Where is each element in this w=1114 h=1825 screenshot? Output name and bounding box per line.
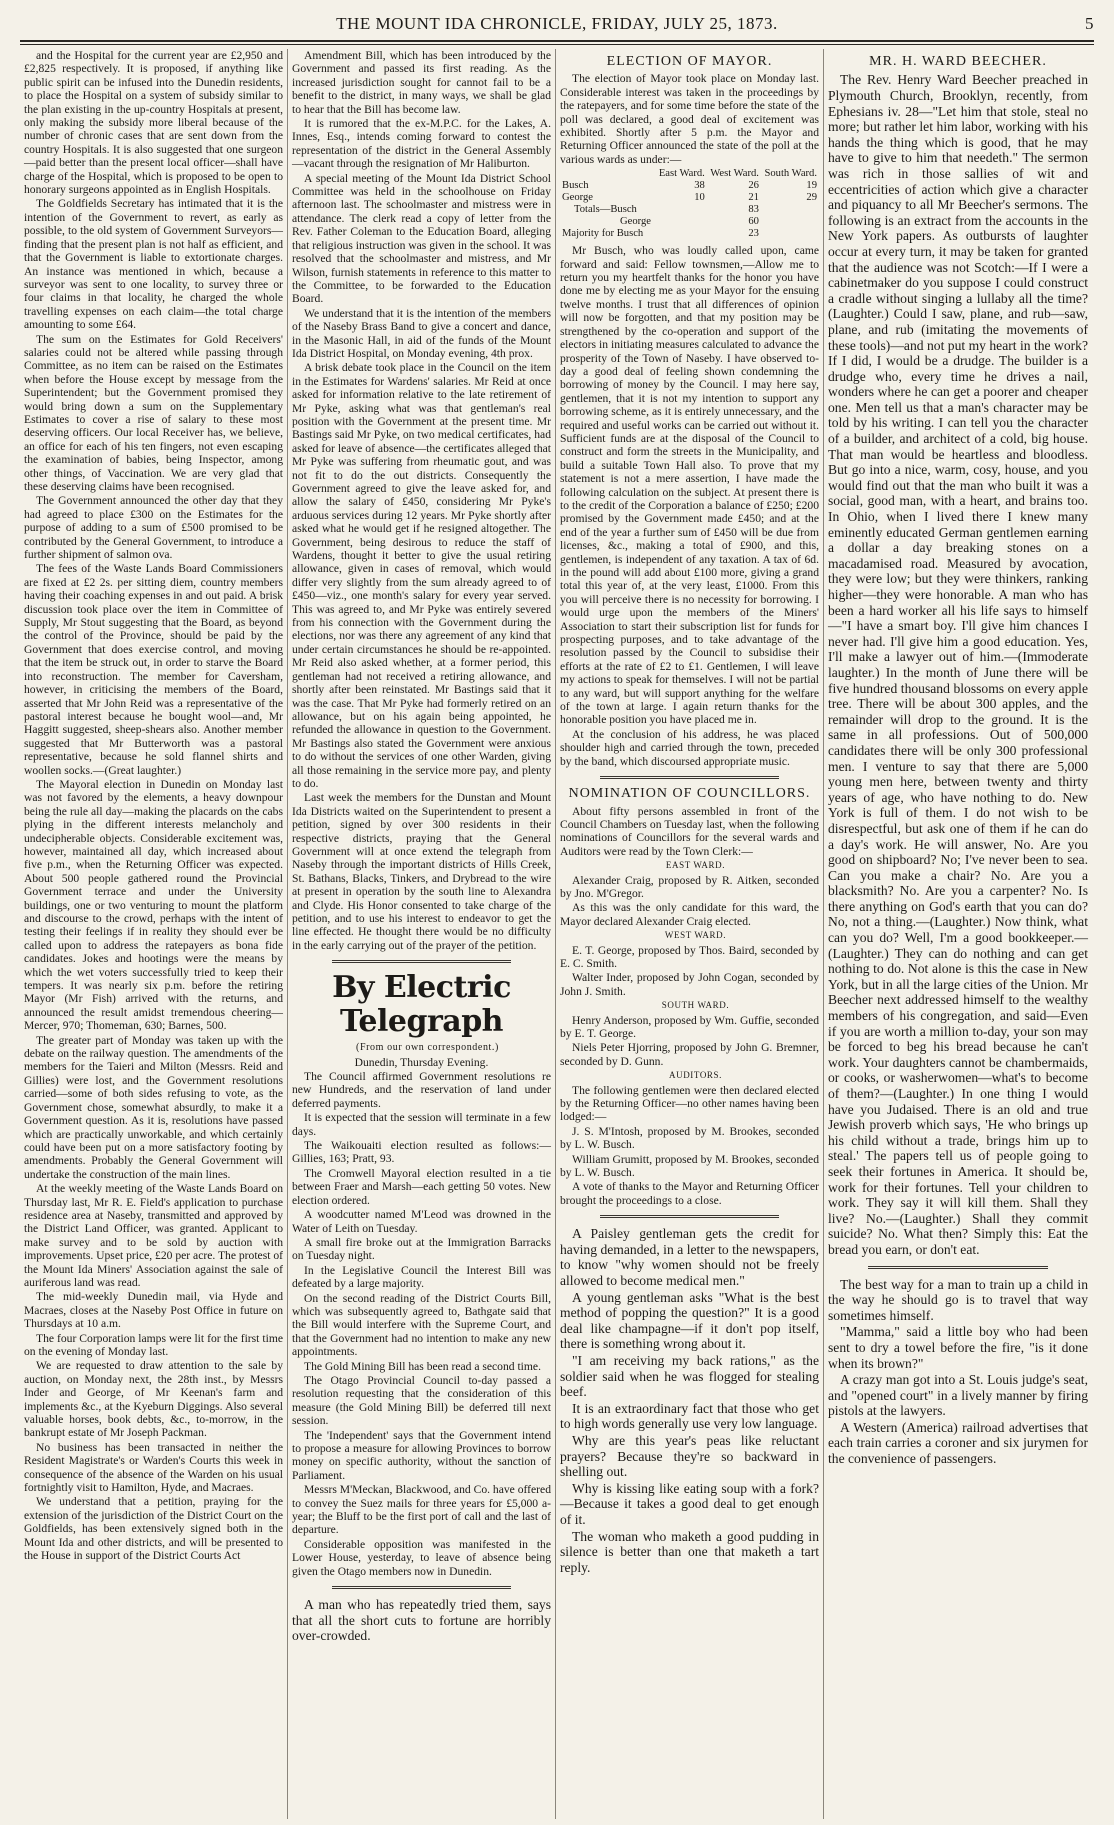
paragraph: It is an extraordinary fact that those who get to high words generally use very low language. — [560, 1400, 819, 1432]
masthead — [20, 14, 1094, 34]
paragraph: Considerable opposition was manifested in the Lower House, yesterday, to leave of absence being given the Otago members now in Dunedin. — [292, 1537, 551, 1578]
table-row — [560, 180, 819, 192]
table-cell: George — [620, 216, 651, 228]
beecher-body — [828, 72, 1088, 1257]
paragraph: On the second reading of the District Courts Bill, which was subsequently agreed to, Bathgate said that the Bill would interfere with the Supreme Court, and that the Government had no intention to make any new appointments. — [292, 1291, 551, 1359]
election-poll-table — [560, 168, 819, 240]
paragraph: E. T. George, proposed by Thos. Baird, seconded by E. C. Smith. — [560, 943, 819, 970]
west-ward-list — [560, 944, 819, 999]
paragraph: The best way for a man to train up a child in the way he should go is to travel that way sometimes himself. — [828, 1276, 1088, 1323]
column-2 — [288, 49, 556, 1819]
paragraph: A young gentleman asks "What is the best method of popping the question?" It is a good deal like champagne—if it don't pop itself, there is something wrong about it. — [560, 1289, 819, 1352]
paragraph: The woman who maketh a good pudding in silence is better than one that maketh a tart reply. — [560, 1528, 819, 1575]
paragraph: Messrs M'Meckan, Blackwood, and Co. have offered to convey the Suez mails for three years for £5,000 a-year; the Bluff to be the first port of call and the last of departure. — [292, 1483, 551, 1537]
paragraph: Alexander Craig, proposed by R. Aitken, seconded by Jno. M'Gregor. — [560, 873, 819, 900]
election-intro: The election of Mayor took place on Monday last. Considerable interest was taken in the proceedings by the ratepayers, and for some time before the state of the poll was declared, a good deal of excitement was exhibited. Shortly after 5 p.m. the Mayor and Returning Officer announced the state of the poll at the various wards as under:— — [560, 72, 819, 166]
east-ward-list — [560, 874, 819, 929]
ward-label-east: EAST WARD. — [665, 860, 726, 871]
paragraph: We understand that a petition, praying for the extension of the jurisdiction of the District Court on the Goldfields, has been extensively signed both in the Mount Ida and other districts, and will be presented to the House in support of the District Courts Act — [24, 1495, 283, 1563]
paragraph: Why is kissing like eating soup with a fork?—Because it takes a good deal to get enough of it. — [560, 1480, 819, 1527]
paragraph: A brisk debate took place in the Council on the item in the Estimates for Wardens' salaries. Mr Reid at once asked for information relative to the late retirement of Mr Pyke, asking what was that gentleman's real position with the Government at the present time. Mr Bastings said Mr Pyke, on two medical certificates, had asked for leave of absence—the certificates alleged that Mr Pyke was suffering from rheumatic gout, and was not fit to do the out districts. Consequently the Government agreed to give the leave asked for, and allow the salary of £450, considering Mr Pyke's arduous services during 12 years. Mr Pyke shortly after asked what he would get if he resigned altogether. The Government, being desirous to reduce the staff of Wardens, thought it better to give the usual retiring allowance, given in cases of removal, which would differ very slightly from the sum already agreed to of £450—viz., one month's salary for every year served. This was agreed to, and Mr Pyke was entirely severed from his connection with the Government during the elections, nor was there any agreement of any kind that under certain circumstances he should be re-appointed. Mr Reid also asked whether, at a former period, this gentleman had not received a retiring allowance, and shortly after been reinstated. Mr Bastings said that it was the case. That Mr Pyke had formerly retired on an allowance, but on his again being appointed, he refunded the allowance in question to the Government. Mr Bastings also stated the Government were anxious to do without the services of one other Warden, giving all those remaining in the service more pay, and plenty to do. — [292, 361, 551, 790]
table-cell: Majority for Busch — [562, 228, 644, 240]
election-heading: ELECTION OF MAYOR. — [606, 54, 773, 69]
paragraph: Amendment Bill, which has been introduced by the Government and passed its first reading. As the increased jurisdiction sought for cannot fail to be a benefit to the district, in many ways, we shall be glad to hear that the Bill has become law. — [292, 49, 551, 116]
paragraph: The 'Independent' says that the Government intend to propose a measure for allowing Provinces to borrow money on specific authority, without the sanction of Parliament. — [292, 1428, 551, 1482]
paragraph: "Mamma," said a little boy who had been sent to dry a towel before the fire, "is it done when its brown?" — [828, 1324, 1088, 1371]
paragraph: The Mayoral election in Dunedin on Monday last was not favored by the elements, a heavy downpour being the rule all day—making the placards on the cabs plying in the different interests melancholy and undecipherable objects. Considerable excitement was, however, maintained all day, which increased about five p.m., when the Returning Officer was expected. About 500 people gathered round the Provincial Government terrace and under the University buildings, one or two venturing to mount the platform and discourse to the crowd, perhaps with the intent of testing their feelings if in reality they should ever be called upon to address the ratepayers as bona fide candidates. Jokes and hootings were the means by which the wet voters successfully tried to keep their tempers. It was nearly six p.m. before the retiring Mayor (Mr Fish) arrived with the returns, and announced the result amidst tremendous cheering—Mercer, 970; Thomeman, 630; Barnes, 500. — [24, 777, 283, 1033]
table-cell: 60 — [748, 216, 759, 228]
table-cell: Busch — [562, 180, 589, 192]
auditors-list — [560, 1084, 819, 1208]
paragraph: A small fire broke out at the Immigration Barracks on Tuesday night. — [292, 1235, 551, 1263]
nomination-intro: About fifty persons assembled in front of the Council Chambers on Tuesday last, when the following nominations of Councillors for the several wards and Auditors were read by the Town Clerk:— — [560, 804, 819, 858]
table-cell: 10 — [694, 192, 705, 204]
paragraph: The following gentlemen were then declared elected by the Returning Officer—no other names having been lodged:— — [560, 1083, 819, 1124]
south-ward-list — [560, 1014, 819, 1069]
telegraph-byline: (From our own correspondent.) — [356, 1042, 499, 1054]
page-number: 5 — [1085, 14, 1094, 33]
paragraph: J. S. M'Intosh, proposed by M. Brookes, seconded by L. W. Busch. — [560, 1124, 819, 1152]
paragraph: We are requested to draw attention to the sale by auction, on Monday next, the 28th inst., by Messrs Inder and George, of Mr Keenan's farm and implements &c., at the Kyeburn Diggings. Also several valuable horses, book debts, &c., to-morrow, in the bankrupt estate of Mr Joseph Packman. — [24, 1359, 283, 1440]
table-cell: 26 — [748, 180, 759, 192]
paragraph: The greater part of Monday was taken up with the debate on the railway question. The amendments of the members for the Taieri and Milton (Messrs. Reid and Gillies) were lost, and the Government resolutions carried—some of both sides refusing to vote, as the Government chose, somewhat absurdly, to make it a Government question. As it is, resolutions have passed which are practically unworkable, and which certainly could have been put on a more satisfactory footing by amendments. Probably the General Government will undertake the construction of the main lines. — [24, 1033, 283, 1181]
paragraph: The Cromwell Mayoral election resulted in a tie between Fraer and Marsh—each getting 50 votes. New election ordered. — [292, 1166, 551, 1207]
table-cell: 29 — [806, 192, 817, 204]
paragraph: A woodcutter named M'Leod was drowned in the Water of Leith on Tuesday. — [292, 1208, 551, 1235]
paragraph: Last week the members for the Dunstan and Mount Ida Districts waited on the Superintendent to present a petition, signed by over 300 residents in their respective districts, praying that the General Government will at once extend the telegraph from Naseby through the important districts of Hills Creek, St. Bathans, Blacks, Tinkers, and Drybread to the wire at present in operation by the south line to Alexandra and Clyde. His Honor consented to take charge of the petition, and to use his interest to endeavor to get the line effected. He thought there would be no difficulty in the early carrying out of the prayer of the petition. — [292, 791, 551, 952]
paragraph: Henry Anderson, proposed by Wm. Guffie, seconded by E. T. George. — [560, 1013, 819, 1040]
ward-label-west: WEST WARD. — [664, 930, 727, 941]
table-cell: 83 — [748, 204, 759, 216]
paragraph: The Goldfields Secretary has intimated that it is the intention of the Government to revert, as early as possible, to the old system of Government Surveyors—finding that the present plan is not half as efficient, and that the Government is liable to extortionate charges. An instance was mentioned in which, because a surveyor was sent to one locality, to survey three or four claims in that locality, he charged the whole travelling expenses on each claim—the total charge amounting to some £64. — [24, 197, 283, 332]
paragraphs-list — [560, 1226, 819, 1575]
paragraph: and the Hospital for the current year are £2,950 and £2,825 respectively. It is proposed, if anything like public spirit can be infused into the Dunedin residents, to place the Hospital on a system of subsidy similar to the plan existing in the up-country Hospitals at present, only making the subsidy more liberal because of the number of chronic cases that are sent down from the country Hospitals. It is also suggested that one surgeon—paid better than the present local officer—shall have charge of the Hospital, which is proposed to be open to honorary surgeons appointed as in English Hospitals. — [24, 49, 283, 197]
paragraph: The Council affirmed Government resolutions re new Hundreds, and the reservation of land under deferred payments. — [292, 1070, 551, 1110]
paragraph: The sum on the Estimates for Gold Receivers' salaries could not be altered while passing through Committee, as no item can be raised on the Estimates when before the House except by message from the Superintendent; but the Government promised they would bring down a sum on the Supplementary Estimates to cover a rise of salary to these most deserving officers. Our local Receiver has, we believe, an office for each of his ten fingers, not even escaping the examination of babies, being Inspector, among other things, of Vaccination. We are very glad that these deserving claims have been recognised. — [24, 332, 283, 493]
table-row — [560, 216, 819, 228]
paragraph: "I am receiving my back rations," as the soldier said when he was flogged for stealing beef. — [560, 1353, 819, 1400]
paragraph: No business has been transacted in neither the Resident Magistrate's or Warden's Courts this week in consequence of the absence of the Warden on his usual fortnightly visit to Hamilton, Hyde, and Macraes. — [24, 1440, 283, 1495]
paragraph: A special meeting of the Mount Ida District School Committee was held in the schoolhouse on Friday afternoon last. The schoolmaster and mistress were in attendance. The clerk read a copy of letter from the Rev. Father Coleman to the Education Board, alleging that religious instruction was given in the school. It was resolved that the schoolmaster and mistress, and Mr Wilson, furnish statements in reference to this matter to the Committee, to be forwarded to the Education Board. — [292, 171, 551, 306]
table-row — [560, 192, 819, 204]
nomination-heading: NOMINATION OF COUNCILLORS. — [568, 786, 811, 802]
ward-label-south: SOUTH WARD. — [661, 1000, 730, 1011]
paragraph: The Rev. Henry Ward Beecher preached in Plymouth Church, Brooklyn, recently, from Ephesians iv. 28—"Let him that stole, steal no more; but rather let him labor, working with his hands the thing which is good, that he may have to give to him that needeth." The sermon was rich in those sallies of wit and eccentricities of action which give a character and piquancy to all Mr Beecher's sermons. The following is an extract from the accounts in the New York papers. As outbursts of laughter occur at every turn, it may be taken for granted that the audience was not Scotch:—If I were a cabinetmaker do you suppose I could construct a cradle without singing a lullaby all the time? (Laughter.) Could I saw, plane, and rub—saw, plane, and rub (imitating the movements of these tools)—and not put my heart in the work? If I did, I would be a drudge. The builder is a drudge who, every time he drives a nail, wonders where he can get a poorer and cheaper one. Men tell us that a man's character may be told by his writing. I can tell you the character of a builder, and architect of a cold, big house. That man would be heartless and bloodless. But go into a nice, warm, cosy, house, and you would find out that the man who built it was a social, good man, with a heart, and brains too. In Ohio, when I lived there I knew many eminently educated German gentlemen earning a dollar a day breaking stones on a macadamised road. Measured by avocation, they were low; but they were thinkers, ranking higher—they were honorable. A man who has been a hard worker all his life says to himself—"I have a smart boy. I'll give him chances I never had. I'll give him a good education. Yes, I'll make a lawyer out of him.—(Immoderate laughter.) In the month of June there will be five hundred thousand blossoms on every apple tree. There will be about 300 apples, and the remainder will drop to the ground. It is the same in all professions. Out of 500,000 candidates there will be only 300 professional men. I venture to say that there are 5,000 young men here, between twenty and thirty years of age, who have nothing to do. New York is full of them. I do not wish to be disrespectful, but ask one of them if he can do a day's work. He will answer, No. Are you good on shipboard? No; I've never been to sea. Can you make a chair? No. Are you a blacksmith? No. Are you a carpenter? No. Is there anything on God's earth that you can do? No, not a thing.—(Laughter.) Now think, what can you do? Well, I'm a good bookkeeper.—(Laughter.) They can do nothing and can get nothing to do. Not alone is this the case in New York, but in all the large cities of the Union. Mr Beecher next addressed himself to the wealthy members of his congregation, and said—Even if you are worth a million to-day, your son may be forced to beg his bread because he can't work. Your daughters cannot be chambermaids, or cooks, or washerwomen—what's to become of them?—(Laughter.) In one thing I would have you Judaised. There is an old and true Jewish proverb which says, 'He who brings up his child without a trade, brings him up to steal.' The papers tell us of people going to seek their fortunes in America. It should be, work for their fortunes. Tell your children to work. They say it will kill them. Shall they live? No.—(Laughter.) Shall they commit suicide? No. What then? Simply this: Eat the bread you earn, or don't eat. — [828, 72, 1088, 1257]
election-closing: At the conclusion of his address, he was placed shoulder high and carried through the town, preceded by the band, which discoursed appropriate music. — [560, 727, 819, 768]
auditors-label: AUDITORS. — [669, 1070, 722, 1081]
beecher-heading: MR. H. WARD BEECHER. — [869, 54, 1047, 69]
paragraph: In the Legislative Council the Interest Bill was defeated by a large majority. — [292, 1263, 551, 1291]
column-3 — [556, 49, 824, 1819]
paragraph: A Western (America) railroad advertises that each train carries a coroner and six jurymen for the convenience of passengers. — [828, 1419, 1088, 1467]
paragraph: The four Corporation lamps were lit for the first time on the evening of Monday last. — [24, 1331, 283, 1358]
table-cell: 19 — [806, 180, 817, 192]
paragraph: The Government announced the other day that they had agreed to place £300 on the Estimates for the purpose of adding to a sum of £500 promised to be contributed by the General Government, to introduce a further shipment of salmon ova. — [24, 494, 283, 562]
paragraph: It is rumored that the ex-M.P.C. for the Lakes, A. Innes, Esq., intends coming forward to contest the representation of the district in the General Assembly—vacant through the resignation of Mr Haliburton. — [292, 117, 551, 171]
election-body: Mr Busch, who was loudly called upon, came forward and said: Fellow townsmen,—Allow me to return you my heartfelt thanks for the honor you have done me by electing me as your Mayor for the ensuing twelve months. I trust that all differences of opinion will now be forgotten, and that my position may be strengthened by the co-operation and support of the electors in initiating measures calculated to advance the prosperity of the Town of Naseby. I have observed to-day a good deal of feeling shown condemning the borrowing of money by the Council. I may here say, gentlemen, that it is not my intention to support any borrowing scheme, as it is entirely unnecessary, and the required and useful works can be carried out without it. Sufficient funds are at the disposal of the Council to construct and form the streets in the Municipality, and build a suitable Town Hall also. To prove that my statement is not a mere assertion, I have made the following calculation on the subject. At present there is to the credit of the Corporation a balance of £250; £200 promised by the Government made £450; and at the end of the year a further sum of £450 will be due from licenses, &c., making a total of £900, and this, gentlemen, is independent of any taxation. A tax of 6d. in the pound will add about £100 more, giving a grand total this year of, at the very least, £1000. From this you will perceive there is no necessity for borrowing. I would urge upon the members of the Miners' Association to start their subscription list for funds for prospecting purposes, and to take advantage of the resolution passed by the Council to subsidise their efforts at the rate of £2 to £1. Gentlemen, I will leave my actions to speak for themselves. I will not be partial to any ward, but will support anything for the welfare of the town at large. I again return thanks for the honorable position you have placed me in. — [560, 244, 819, 727]
paragraph: A vote of thanks to the Mayor and Returning Officer brought the proceedings to a close. — [560, 1180, 819, 1207]
table-cell: Totals—Busch — [574, 204, 637, 216]
column-1-paragraphs — [24, 49, 283, 1563]
paragraph: It is expected that the session will terminate in a few days. — [292, 1111, 551, 1138]
paragraph: The fees of the Waste Lands Board Commissioners are fixed at £2 2s. per sitting diem, country members having their coaching expenses in and out paid. A brisk discussion took place over the item in Committee of Supply, Mr Stout suggesting that the Board, as beyond the control of the Province, should be paid by the Government that does exercise control, and moving that the item be struck out, in order to starve the Board into reconstruction. The member for Caversham, however, in criticising the members of the Board, asserted that Mr John Reid was a representative of the pastoral interest because he bought wool—and, Mr Haggitt suggested, sheep-shears also. Another member suggested that Mr Butterworth was a pastoral representative, because he sold flannel shirts and woollen socks.—(Great laughter.) — [24, 562, 283, 777]
telegraph-dateline: Dunedin, Thursday Evening. — [354, 1055, 489, 1069]
paragraph: Why are this year's peas like reluctant prayers? Because they're so backward in shelling out. — [560, 1433, 819, 1480]
telegraph-heading: By Electric Telegraph — [332, 970, 511, 1040]
table-cell: 23 — [748, 228, 759, 240]
table-cell: George — [562, 192, 593, 204]
table-row — [560, 204, 819, 216]
table-cell: 38 — [694, 180, 705, 192]
table-cell: 21 — [748, 192, 759, 204]
table-header: South Ward. — [764, 168, 817, 180]
paragraph: The mid-weekly Dunedin mail, via Hyde and Macraes, closes at the Naseby Post Office in future on Thursdays at 10 a.m. — [24, 1290, 283, 1331]
table-header: West Ward. — [710, 168, 759, 180]
short-cuts-paragraph: A man who has repeatedly tried them, says that all the short cuts to fortune are horribly over-crowded. — [292, 1597, 551, 1644]
paragraphs-list — [828, 1277, 1088, 1467]
table-header: East Ward. — [658, 168, 705, 180]
paragraph: The Gold Mining Bill has been read a second time. — [304, 1359, 541, 1373]
paragraph: William Grumitt, proposed by M. Brookes, seconded by L. W. Busch. — [560, 1152, 819, 1180]
table-row — [560, 228, 819, 240]
paragraph: As this was the only candidate for this ward, the Mayor declared Alexander Craig elected. — [560, 901, 819, 928]
masthead-title: THE MOUNT IDA CHRONICLE, FRIDAY, JULY 25, 1873. — [336, 14, 778, 33]
paragraph: A crazy man got into a St. Louis judge's seat, and "opened court" in a lively manner by firing pistols at the lawyers. — [828, 1372, 1088, 1419]
paragraph: Niels Peter Hjorring, proposed by John G. Bremner, seconded by D. Gunn. — [560, 1041, 819, 1068]
paragraph: A Paisley gentleman gets the credit for having demanded, in a letter to the newspapers, to know "why women should not be freely allowed to become medical men." — [560, 1226, 819, 1289]
paragraph: At the weekly meeting of the Waste Lands Board on Thursday last, Mr R. E. Field's application to purchase residence area at Naseby, transmitted and approved by the District Land Officer, was granted. Applicant to make survey and to be sold by auction with improvements. Upset price, £20 per acre. The protest of the Mount Ida Miners' Association against the sale of auriferous land was read. — [24, 1182, 283, 1289]
column-2-paragraphs — [292, 49, 551, 952]
column-1 — [20, 49, 288, 1819]
paragraph: Walter Inder, proposed by John Cogan, seconded by John J. Smith. — [560, 971, 819, 998]
telegraph-items — [292, 1070, 551, 1578]
paragraph: The Waikouaiti election resulted as follows:—Gillies, 163; Pratt, 93. — [292, 1139, 551, 1166]
column-4 — [824, 49, 1092, 1819]
paragraph: We understand that it is the intention of the members of the Naseby Brass Band to give a concert and dance, in the Masonic Hall, in aid of the funds of the Mount Ida District Hospital, on Monday evening, 4th prox. — [292, 306, 551, 360]
paragraph: The Otago Provincial Council to-day passed a resolution requesting that the consideration of this measure (the Gold Mining Bill) be deferred till next session. — [292, 1373, 551, 1428]
